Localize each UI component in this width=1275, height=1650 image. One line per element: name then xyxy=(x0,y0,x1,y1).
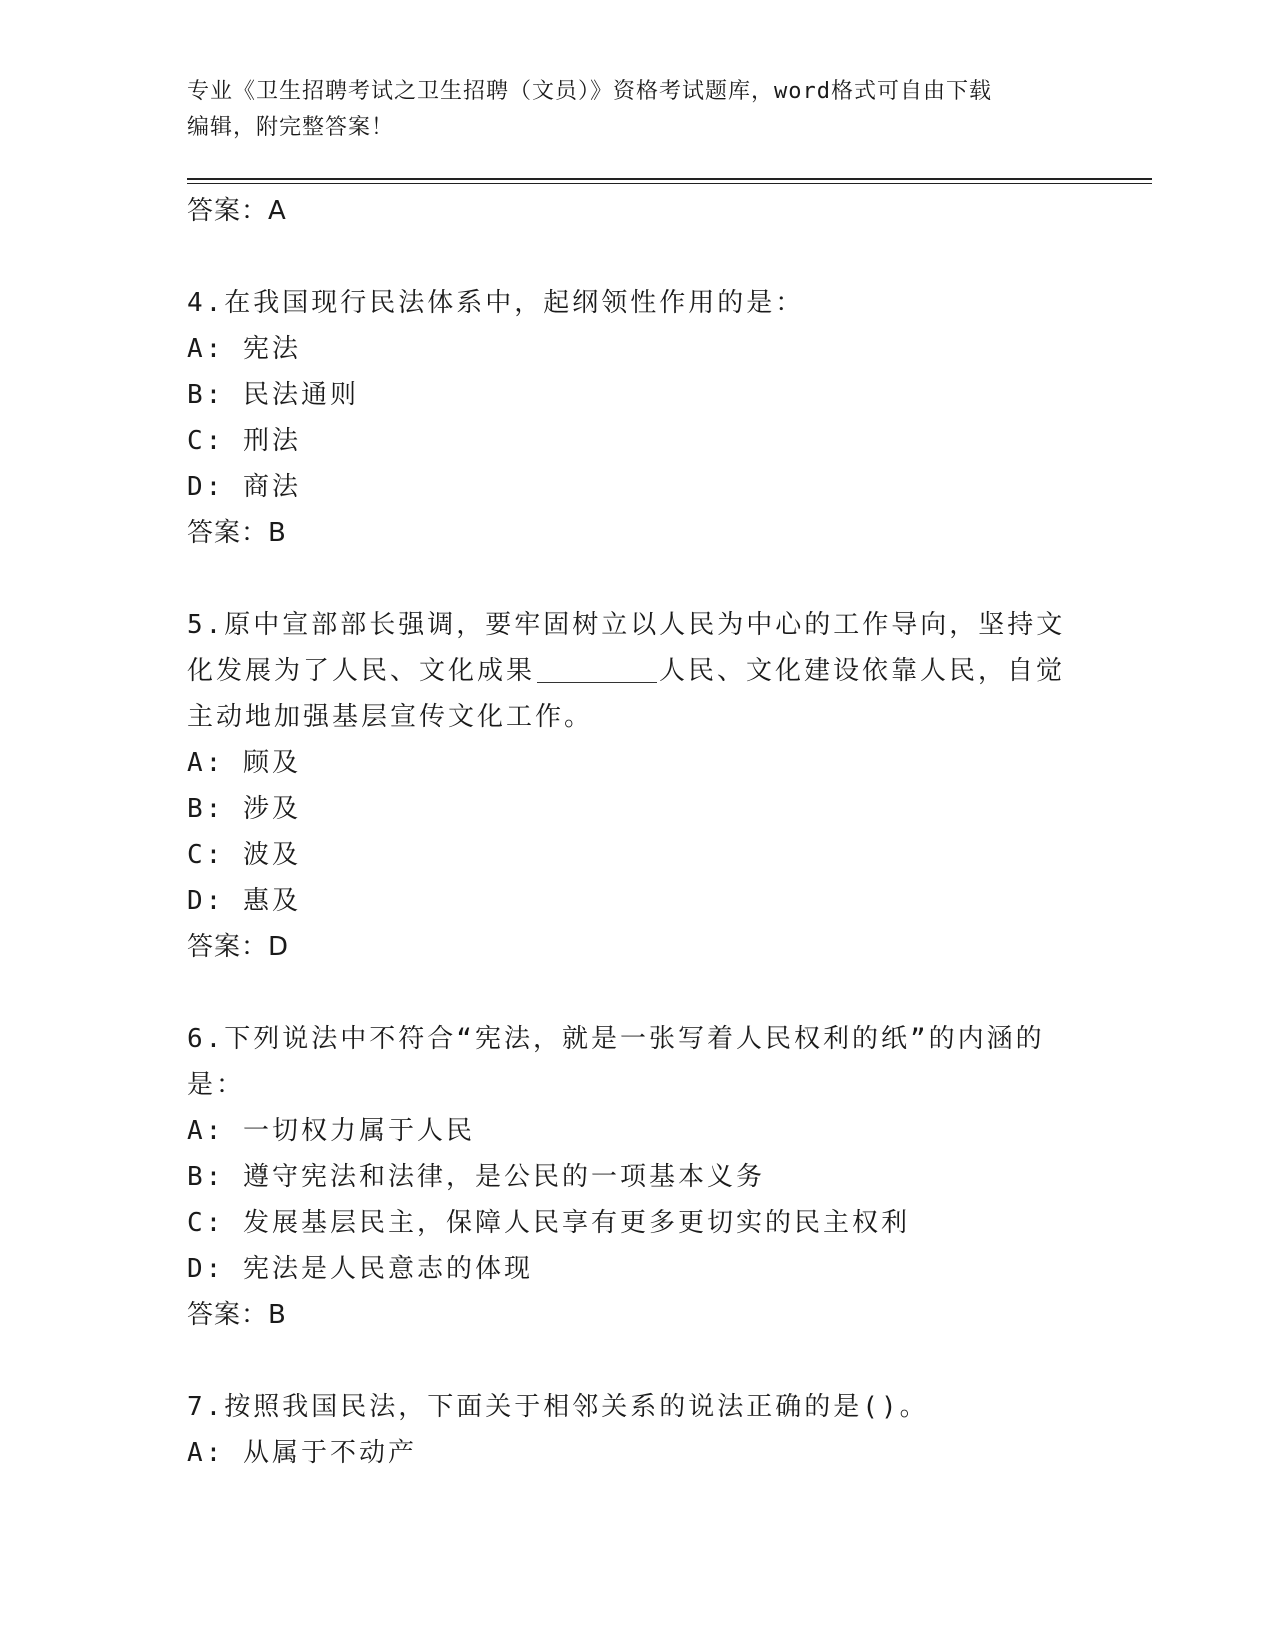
answer: 答案：D xyxy=(187,932,290,962)
option-a: A: 宪法 xyxy=(187,334,301,364)
option-a: A: 顾及 xyxy=(187,748,301,778)
question-text: 7.按照我国民法，下面关于相邻关系的说法正确的是()。 xyxy=(187,1392,929,1422)
header-line-1: 专业《卫生招聘考试之卫生招聘（文员）》资格考试题库，word格式可自由下载 xyxy=(187,79,992,104)
question-text xyxy=(187,602,1067,740)
question-text: 6.下列说法中不符合“宪法，就是一张写着人民权利的纸”的内涵的是： xyxy=(187,1024,1045,1100)
option-b: B: 遵守宪法和法律，是公民的一项基本义务 xyxy=(187,1162,765,1192)
option-d: D: 宪法是人民意志的体现 xyxy=(187,1254,533,1284)
option-d: D: 商法 xyxy=(187,472,301,502)
question-list xyxy=(187,188,1067,1476)
answer-previous: 答案：A xyxy=(187,196,287,226)
header-divider-thin xyxy=(187,183,1152,184)
option-a: A: 一切权力属于人民 xyxy=(187,1116,475,1146)
option-b: B: 涉及 xyxy=(187,794,301,824)
document-header xyxy=(187,74,1067,146)
question-5 xyxy=(187,602,1067,970)
option-c: C: 波及 xyxy=(187,840,301,870)
option-c: C: 发展基层民主，保障人民享有更多更切实的民主权利 xyxy=(187,1208,910,1238)
option-b: B: 民法通则 xyxy=(187,380,359,410)
fill-in-blank xyxy=(537,656,657,683)
question-text-part-1: 5.原中宣部部长强调，要牢固树立以人民为中心的工作导向，坚持文化发展为了人民、文化成果 xyxy=(187,610,1066,686)
header-line-2: 编辑，附完整答案！ xyxy=(187,115,395,140)
question-text-part-2: 人民、文化建设依靠人民，自觉主动地加强基层宣传文化工作。 xyxy=(187,656,1066,732)
answer: 答案：B xyxy=(187,518,287,548)
option-a: A: 从属于不动产 xyxy=(187,1438,417,1468)
question-4 xyxy=(187,280,1067,556)
question-text: 4.在我国现行民法体系中，起纲领性作用的是： xyxy=(187,288,805,318)
answer: 答案：B xyxy=(187,1300,287,1330)
option-d: D: 惠及 xyxy=(187,886,301,916)
question-6 xyxy=(187,1016,1067,1338)
option-c: C: 刑法 xyxy=(187,426,301,456)
question-7 xyxy=(187,1384,1067,1476)
header-divider-thick xyxy=(187,178,1152,180)
